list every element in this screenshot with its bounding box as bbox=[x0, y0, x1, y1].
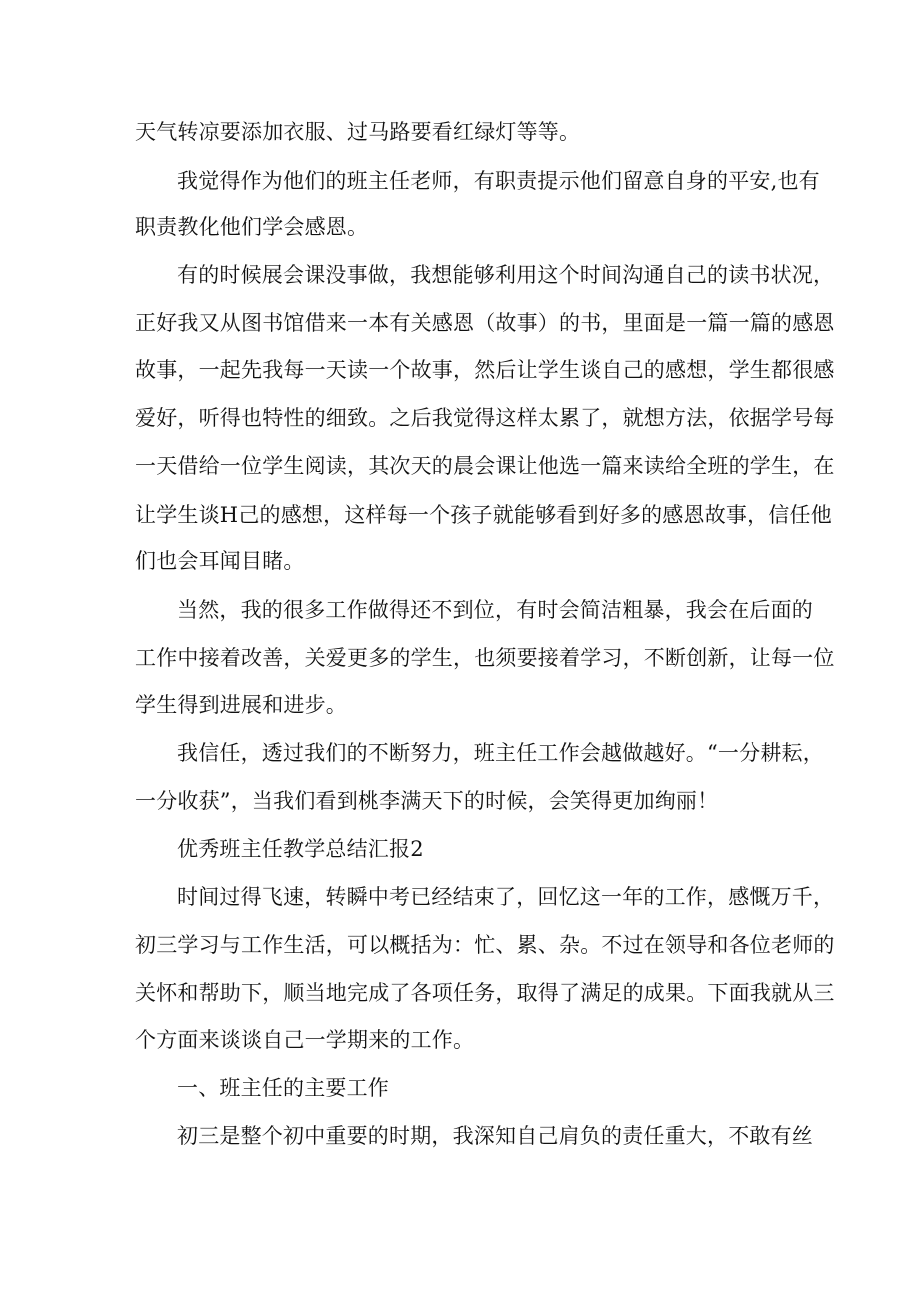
text-line: 有的时候展会课没事做，我想能够利用这个时间沟通自己的读书状况， bbox=[177, 263, 835, 287]
text-line: 故事，一起先我每一天读一个故事，然后让学生谈自己的感想，学生都很感 bbox=[135, 358, 835, 382]
section-heading: 优秀班主任教学总结汇报2 bbox=[177, 837, 424, 861]
text-line: 正好我又从图书馆借来一本有关感恩（故事）的书，里面是一篇一篇的感恩 bbox=[135, 311, 835, 335]
subsection-heading: 一、班主任的主要工作 bbox=[177, 1076, 389, 1100]
text-line: 初三学习与工作生活，可以概括为：忙、累、杂。不过在领导和各位老师的 bbox=[135, 933, 835, 957]
text-line: 天气转凉要添加衣服、过马路要看红绿灯等等。 bbox=[135, 120, 581, 144]
text-line: 一天借给一位学生阅读，其次天的晨会课让他选一篇来读给全班的学生，在 bbox=[135, 454, 835, 478]
text-line: 学生得到进展和进步。 bbox=[135, 693, 347, 717]
text-line: 我觉得作为他们的班主任老师，有职责提示他们留意自身的平安,也有 bbox=[177, 169, 820, 193]
text-line: 职责教化他们学会感恩。 bbox=[135, 215, 369, 239]
text-line: 爱好，听得也特性的细致。之后我觉得这样太累了，就想方法，依据学号每 bbox=[135, 406, 835, 430]
text-line: 我信任，透过我们的不断努力，班主任工作会越做越好。“一分耕耘， bbox=[177, 741, 824, 765]
text-line: 关怀和帮助下，顺当地完成了各项任务，取得了满足的成果。下面我就从三 bbox=[135, 981, 835, 1005]
text-line: 一分收获”，当我们看到桃李满天下的时候，会笑得更加绚丽！ bbox=[135, 789, 719, 813]
text-line: 当然，我的很多工作做得还不到位，有时会简洁粗暴，我会在后面的 bbox=[177, 598, 813, 622]
text-line: 个方面来谈谈自己一学期来的工作。 bbox=[135, 1028, 475, 1052]
text-line: 工作中接着改善，关爱更多的学生，也须要接着学习，不断创新，让每一位 bbox=[135, 646, 835, 670]
text-line: 让学生谈H己的感想，这样每一个孩子就能够看到好多的感恩故事，信任他 bbox=[135, 503, 832, 527]
text-line: 们也会耳闻目睹。 bbox=[135, 549, 305, 573]
text-line: 初三是整个初中重要的时期，我深知自己肩负的责任重大，不敢有丝 bbox=[177, 1124, 813, 1148]
text-line: 时间过得飞速，转瞬中考已经结束了，回忆这一年的工作，感慨万千， bbox=[177, 885, 835, 909]
